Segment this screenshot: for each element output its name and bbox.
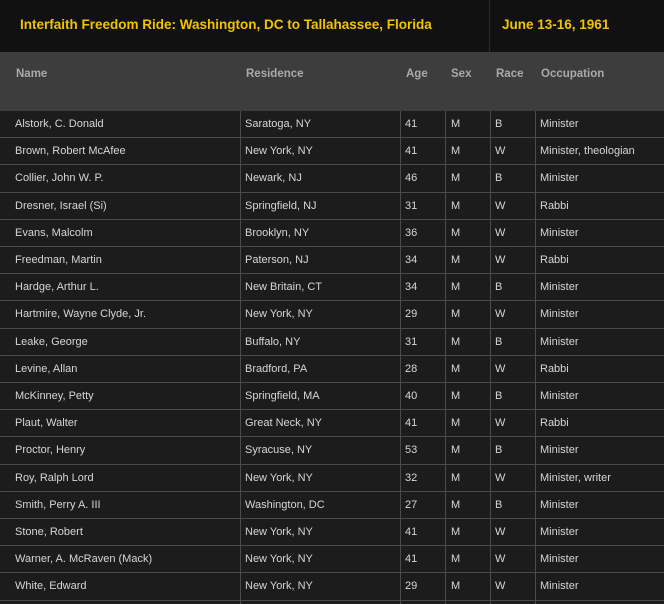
cell-occupation: Minister — [540, 308, 579, 321]
column-header-occupation[interactable]: Occupation — [541, 68, 605, 80]
cell-name: McKinney, Petty — [15, 390, 94, 403]
cell-name: Alstork, C. Donald — [15, 118, 104, 131]
table-row — [0, 329, 664, 356]
cell-name: White, Edward — [15, 580, 87, 593]
cell-name: Roy, Ralph Lord — [15, 471, 94, 484]
cell-residence: Newark, NJ — [245, 172, 302, 185]
cell-occupation: Rabbi — [540, 199, 569, 212]
cell-sex: M — [451, 308, 461, 321]
cell-race: W — [495, 553, 506, 566]
column-header-residence[interactable]: Residence — [246, 68, 304, 80]
cell-sex: M — [451, 498, 461, 511]
cell-name: Leake, George — [15, 335, 88, 348]
cell-name: Dresner, Israel (Si) — [15, 199, 107, 212]
cell-sex: M — [451, 362, 461, 375]
table-row — [0, 165, 664, 192]
cell-age: 32 — [405, 471, 418, 484]
cell-residence: Buffalo, NY — [245, 335, 301, 348]
cell-name: Hartmire, Wayne Clyde, Jr. — [15, 308, 147, 321]
cell-age: 41 — [405, 417, 418, 430]
cell-sex: M — [451, 172, 461, 185]
cell-residence: Washington, DC — [245, 498, 325, 511]
cell-age: 27 — [405, 498, 418, 511]
cell-race: W — [495, 308, 506, 321]
table-body — [0, 111, 664, 604]
cell-race: B — [495, 498, 503, 511]
cell-occupation: Minister, theologian — [540, 145, 635, 158]
cell-race: B — [495, 118, 503, 131]
cell-age: 53 — [405, 444, 418, 457]
cell-age: 29 — [405, 308, 418, 321]
cell-occupation: Minister, writer — [540, 471, 611, 484]
cell-name: Freedman, Martin — [15, 254, 102, 267]
cell-sex: M — [451, 526, 461, 539]
cell-age: 31 — [405, 335, 418, 348]
cell-residence: New York, NY — [245, 580, 313, 593]
cell-race: B — [495, 281, 503, 294]
cell-race: W — [495, 362, 506, 375]
cell-residence: New Britain, CT — [245, 281, 323, 294]
cell-sex: M — [451, 254, 461, 267]
page-title: Interfaith Freedom Ride: Washington, DC to Tallahassee, Florida — [20, 17, 432, 32]
cell-residence: Great Neck, NY — [245, 417, 323, 430]
cell-residence: Saratoga, NY — [245, 118, 312, 131]
table-row — [0, 274, 664, 301]
cell-occupation: Minister — [540, 118, 579, 131]
cell-race: W — [495, 580, 506, 593]
cell-residence: Bradford, PA — [245, 362, 308, 375]
cell-residence: New York, NY — [245, 526, 313, 539]
cell-sex: M — [451, 118, 461, 131]
table-row — [0, 301, 664, 328]
cell-age: 34 — [405, 281, 418, 294]
cell-sex: M — [451, 553, 461, 566]
table-row — [0, 247, 664, 274]
cell-sex: M — [451, 580, 461, 593]
cell-name: Smith, Perry A. III — [15, 498, 101, 511]
table-row — [0, 573, 664, 600]
cell-occupation: Minister — [540, 281, 579, 294]
cell-residence: Syracuse, NY — [245, 444, 313, 457]
table-row — [0, 356, 664, 383]
date-range: June 13-16, 1961 — [502, 17, 610, 32]
cell-race: W — [495, 226, 506, 239]
cell-race: B — [495, 390, 503, 403]
table-row — [0, 410, 664, 437]
cell-occupation: Minister — [540, 498, 579, 511]
cell-age: 29 — [405, 580, 418, 593]
table-row — [0, 220, 664, 247]
cell-occupation: Minister — [540, 226, 579, 239]
cell-age: 40 — [405, 390, 418, 403]
cell-occupation: Minister — [540, 553, 579, 566]
cell-age: 28 — [405, 362, 418, 375]
cell-age: 36 — [405, 226, 418, 239]
cell-residence: Springfield, MA — [245, 390, 320, 403]
title-divider — [489, 0, 490, 52]
cell-age: 34 — [405, 254, 418, 267]
table-row — [0, 492, 664, 519]
cell-occupation: Minister — [540, 172, 579, 185]
cell-sex: M — [451, 417, 461, 430]
cell-residence: New York, NY — [245, 145, 313, 158]
cell-sex: M — [451, 390, 461, 403]
cell-occupation: Minister — [540, 580, 579, 593]
cell-age: 46 — [405, 172, 418, 185]
column-header-age[interactable]: Age — [406, 68, 428, 80]
table-row — [0, 383, 664, 410]
cell-sex: M — [451, 226, 461, 239]
table-row — [0, 546, 664, 573]
cell-name: Evans, Malcolm — [15, 226, 93, 239]
cell-sex: M — [451, 145, 461, 158]
cell-name: Brown, Robert McAfee — [15, 145, 126, 158]
cell-race: W — [495, 417, 506, 430]
cell-name: Proctor, Henry — [15, 444, 86, 457]
table-row — [0, 111, 664, 138]
cell-occupation: Rabbi — [540, 254, 569, 267]
cell-name: Collier, John W. P. — [15, 172, 104, 185]
title-bar — [0, 0, 664, 52]
cell-residence: Springfield, NJ — [245, 199, 317, 212]
cell-race: W — [495, 471, 506, 484]
cell-sex: M — [451, 199, 461, 212]
table-header — [0, 52, 664, 111]
cell-sex: M — [451, 335, 461, 348]
cell-sex: M — [451, 471, 461, 484]
cell-race: B — [495, 172, 503, 185]
cell-sex: M — [451, 444, 461, 457]
cell-race: B — [495, 335, 503, 348]
cell-residence: New York, NY — [245, 308, 313, 321]
cell-occupation: Minister — [540, 526, 579, 539]
cell-residence: Brooklyn, NY — [245, 226, 310, 239]
cell-race: B — [495, 444, 503, 457]
cell-sex: M — [451, 281, 461, 294]
column-header-race[interactable]: Race — [496, 68, 524, 80]
cell-residence: New York, NY — [245, 553, 313, 566]
cell-age: 41 — [405, 526, 418, 539]
cell-race: W — [495, 254, 506, 267]
cell-race: W — [495, 526, 506, 539]
cell-age: 41 — [405, 553, 418, 566]
cell-race: W — [495, 199, 506, 212]
table-row — [0, 193, 664, 220]
table-row — [0, 138, 664, 165]
cell-race: W — [495, 145, 506, 158]
cell-name: Hardge, Arthur L. — [15, 281, 99, 294]
cell-age: 41 — [405, 145, 418, 158]
column-header-name[interactable]: Name — [16, 68, 48, 80]
column-header-sex[interactable]: Sex — [451, 68, 472, 80]
table-row — [0, 437, 664, 464]
cell-occupation: Minister — [540, 444, 579, 457]
cell-occupation: Minister — [540, 335, 579, 348]
cell-residence: New York, NY — [245, 471, 313, 484]
cell-age: 41 — [405, 118, 418, 131]
cell-name: Stone, Robert — [15, 526, 83, 539]
cell-name: Levine, Allan — [15, 362, 78, 375]
table-row — [0, 465, 664, 492]
cell-occupation: Rabbi — [540, 362, 569, 375]
cell-name: Plaut, Walter — [15, 417, 78, 430]
cell-occupation: Rabbi — [540, 417, 569, 430]
table-row — [0, 519, 664, 546]
cell-occupation: Minister — [540, 390, 579, 403]
cell-residence: Paterson, NJ — [245, 254, 309, 267]
cell-name: Warner, A. McRaven (Mack) — [15, 553, 153, 566]
cell-age: 31 — [405, 199, 418, 212]
